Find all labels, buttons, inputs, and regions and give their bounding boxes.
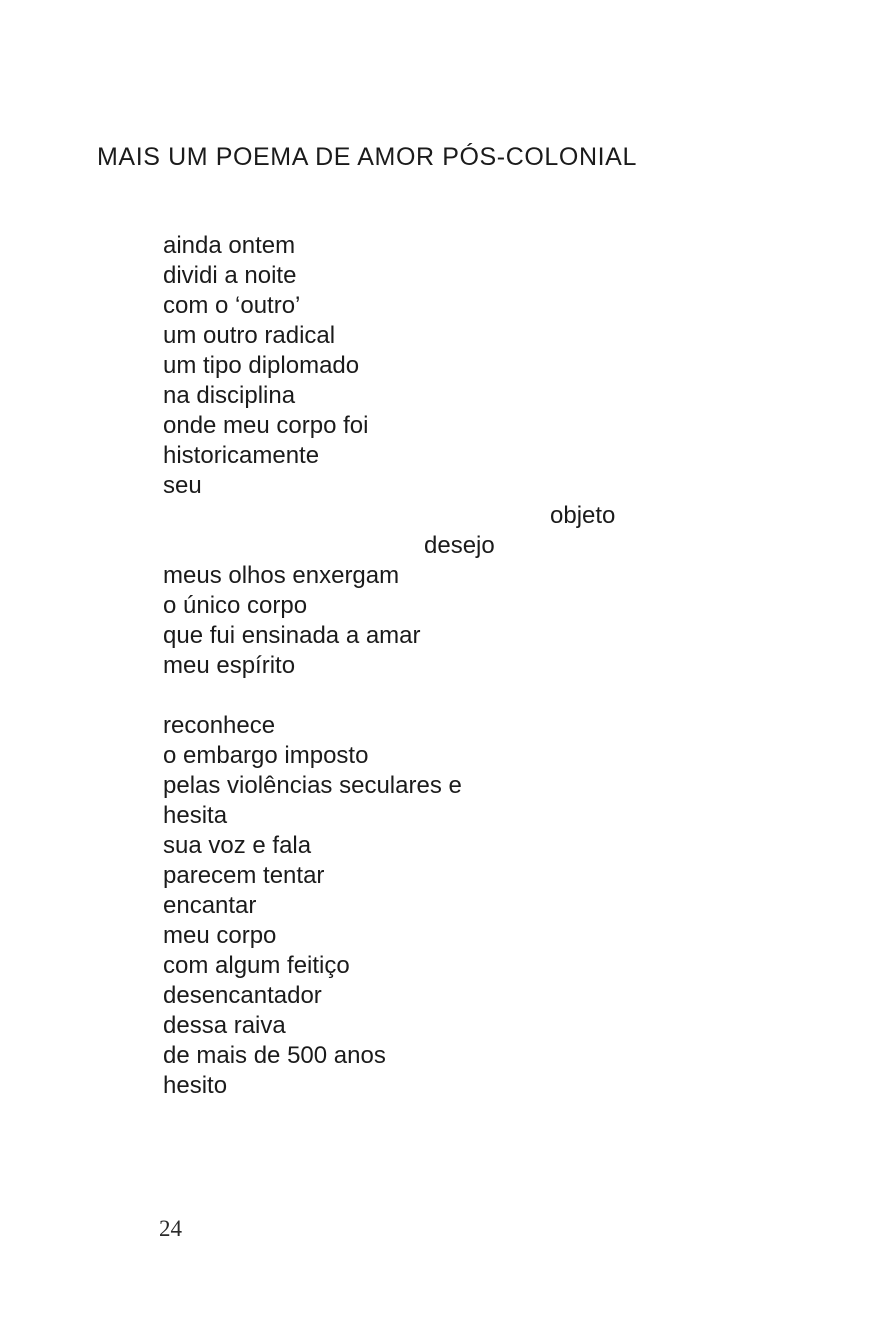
- poem-line: encantar: [163, 892, 257, 919]
- poem-line: com o ‘outro’: [163, 292, 301, 319]
- poem-line: seu: [163, 472, 202, 499]
- poem-line: hesita: [163, 802, 228, 829]
- poem-line: na disciplina: [163, 382, 296, 409]
- poem-line: um outro radical: [163, 322, 336, 349]
- poem-body: [163, 231, 615, 1101]
- poem-line: meu espírito: [163, 652, 296, 679]
- poem-line: de mais de 500 anos: [163, 1042, 386, 1069]
- stanza-spacer: [163, 681, 615, 711]
- poem-line: parecem tentar: [163, 862, 325, 889]
- poem-title: MAIS UM POEMA DE AMOR PÓS-COLONIAL: [97, 143, 637, 171]
- poem-line: com algum feitiço: [163, 952, 350, 979]
- poem-line: um tipo diplomado: [163, 352, 360, 379]
- poem-line: que fui ensinada a amar: [163, 622, 421, 649]
- page-number: 24: [159, 1216, 182, 1241]
- poem-line: sua voz e fala: [163, 832, 312, 859]
- poem-line: meus olhos enxergam: [163, 562, 400, 589]
- poem-line: dividi a noite: [163, 262, 297, 289]
- poem-line: desencantador: [163, 982, 322, 1009]
- poem-line: o único corpo: [163, 592, 308, 619]
- poem-line: onde meu corpo foi: [163, 412, 369, 439]
- poem-line: ainda ontem: [163, 232, 296, 259]
- poem-line: reconhece: [163, 712, 276, 739]
- poem-line: meu corpo: [163, 922, 277, 949]
- poem-line: pelas violências seculares e: [163, 772, 462, 799]
- poem-line: o embargo imposto: [163, 742, 369, 769]
- poem-line: hesito: [163, 1072, 228, 1099]
- poem-line: dessa raiva: [163, 1012, 286, 1039]
- poem-line: objeto: [550, 502, 616, 529]
- poem-line: historicamente: [163, 442, 320, 469]
- poem-line: desejo: [424, 532, 495, 559]
